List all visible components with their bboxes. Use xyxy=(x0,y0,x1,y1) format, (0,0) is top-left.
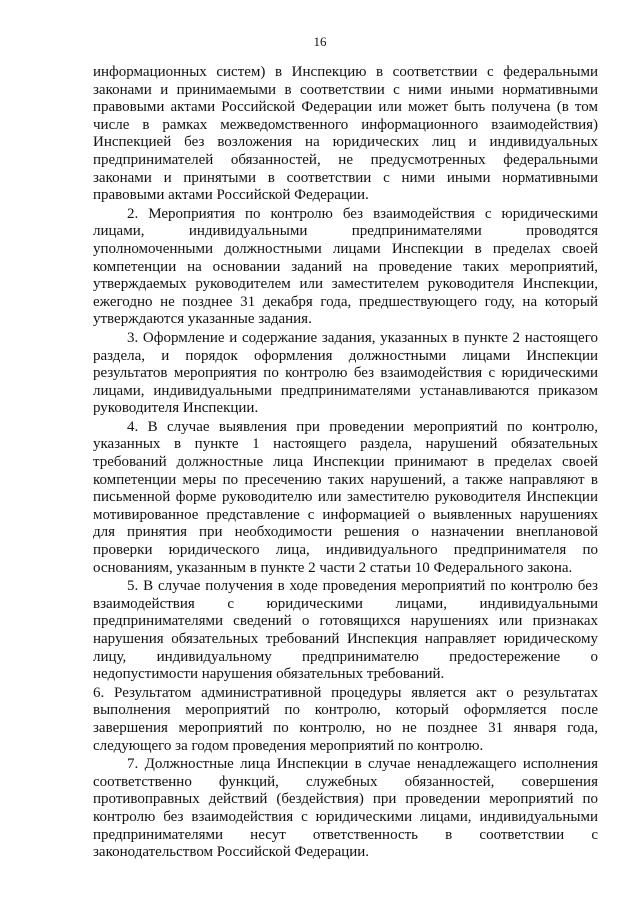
paragraph-4: 4. В случае выявления при проведении мероприятий по контролю, указанных в пункте 1 настоящего раздела, нарушений обязательных требований должностные лица Инспекции принимают в пределах своей компетенции меры по пресечению таких нарушений, а также направляют в письменной форме руководителю или заместителю руководителя Инспекции мотивированное представление с информацией о выявленных нарушениях для принятия при необходимости решения о назначении внеплановой проверки юридического лица, индивидуального предпринимателя по основаниям, указанным в пункте 2 части 2 статьи 10 Федерального закона. xyxy=(93,418,598,576)
paragraph-2: 2. Мероприятия по контролю без взаимодействия с юридическими лицами, индивидуальными предпринимателями проводятся уполномоченными должностными лицами Инспекции в пределах своей компетенции на основании заданий на проведение таких мероприятий, утверждаемых руководителем или заместителем руководителя Инспекции, ежегодно не позднее 31 декабря года, предшествующего году, на который утверждаются указанные задания. xyxy=(93,205,598,328)
body-text xyxy=(93,64,598,862)
paragraph-6: 6. Результатом административной процедуры является акт о результатах выполнения мероприятий по контролю, который оформляется после завершения мероприятий по контролю, но не позднее 31 января года, следующего за годом проведения мероприятий по контролю. xyxy=(93,684,598,754)
paragraph-5: 5. В случае получения в ходе проведения мероприятий по контролю без взаимодействия с юридическими лицами, индивидуальными предпринимателями сведений о готовящихся нарушениях или признаках нарушения обязательных требований Инспекция направляет юридическому лицу, индивидуальному предпринимателю предостережение о недопустимости нарушения обязательных требований. xyxy=(93,578,598,683)
page-number: 16 xyxy=(313,34,327,49)
paragraph-7: 7. Должностные лица Инспекции в случае ненадлежащего исполнения соответственно функций, служебных обязанностей, совершения противоправных действий (бездействия) при проведении мероприятий по контролю без взаимодействия с юридическими лицами, индивидуальными предпринимателями несут ответственность в соответствии с законодательством Российской Федерации. xyxy=(93,756,598,861)
paragraph-3: 3. Оформление и содержание задания, указанных в пункте 2 настоящего раздела, и порядок оформления должностными лицами Инспекции результатов мероприятия по контролю без взаимодействия с юридическими лицами, индивидуальными предпринимателями устанавливаются приказом руководителя Инспекции. xyxy=(93,329,598,417)
paragraph-continuation: информационных систем) в Инспекцию в соответствии с федеральными законами и принимаемыми в соответствии с ними иными нормативными правовыми актами Российской Федерации или может быть получена (в том числе в рамках межведомственного информационного взаимодействия) Инспекцией без возложения на юридических лиц и индивидуальных предпринимателей обязанностей, не предусмотренных федеральными законами и принятыми в соответствии с ними иными нормативными правовыми актами Российской Федерации. xyxy=(93,64,598,204)
